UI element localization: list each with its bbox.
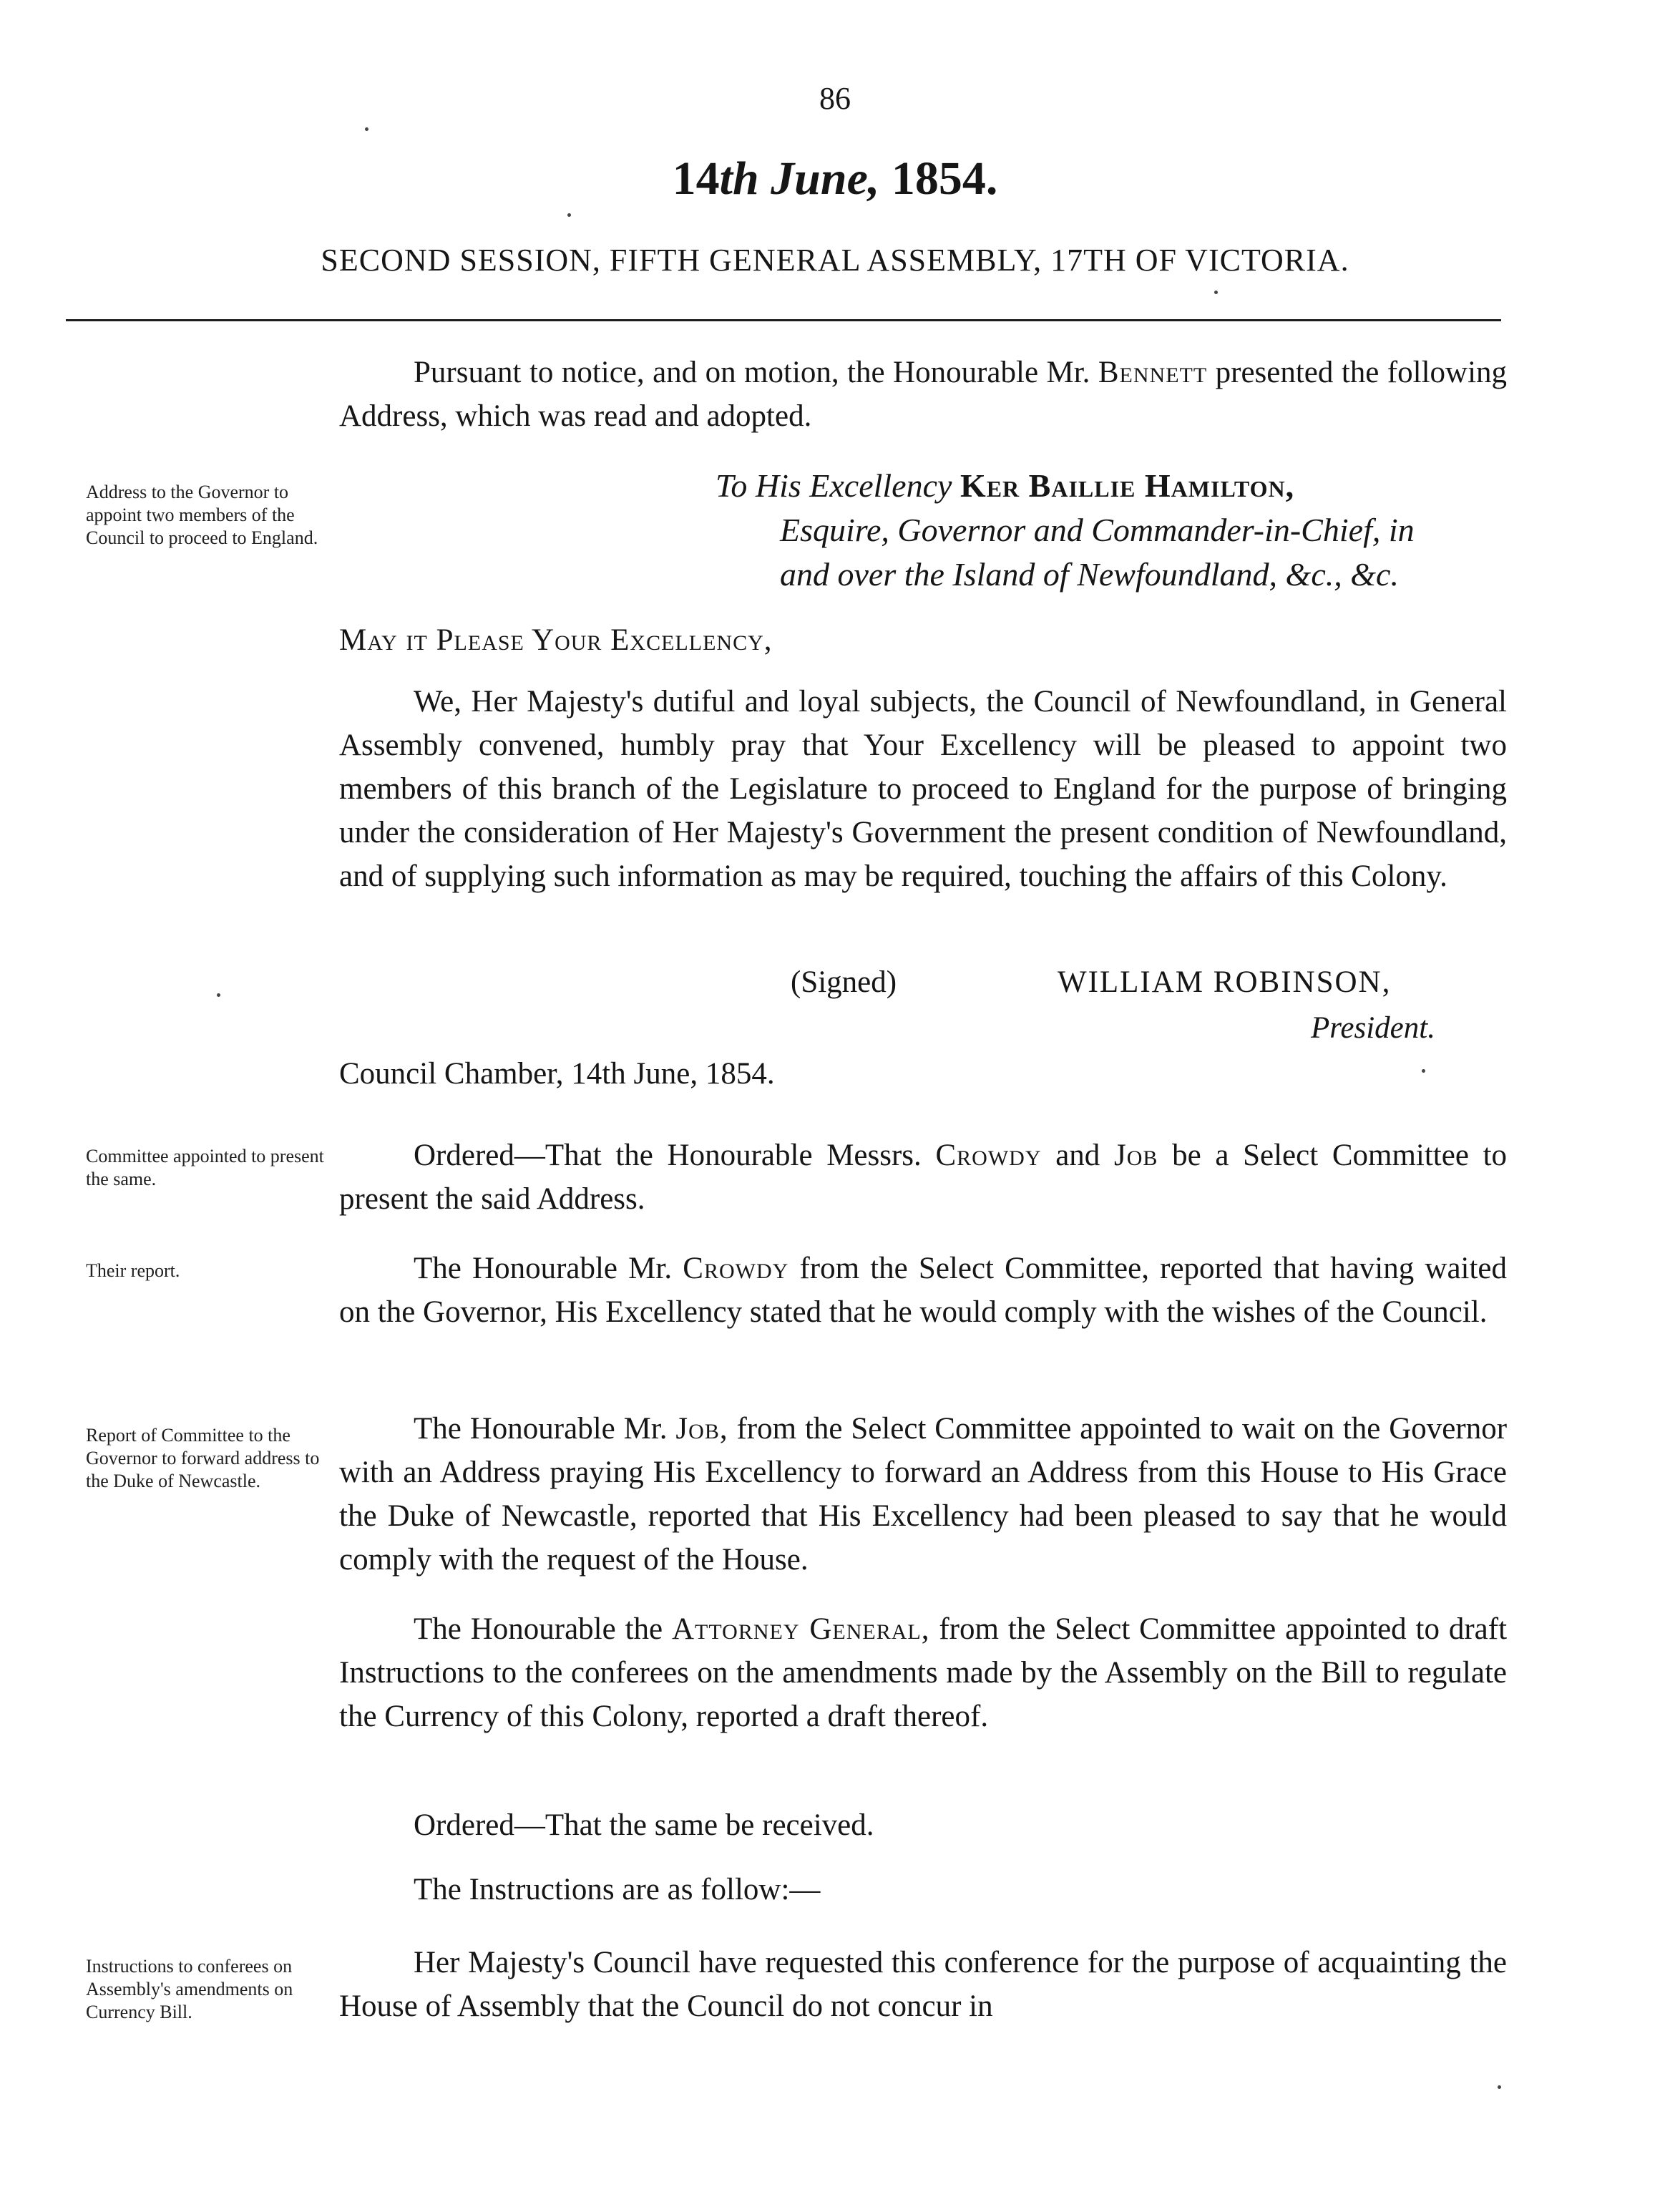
paragraph-job-report xyxy=(339,1407,1507,1582)
p5-name-job: Job, xyxy=(675,1412,728,1446)
place-date: Council Chamber, 14th June, 1854. xyxy=(339,1057,775,1091)
paragraph-instructions-text: Her Majesty's Council have requested this conference for the purpose of acquainting the House of Assembly that the Council do not concur in xyxy=(339,1946,1507,2023)
p3-text-start: Ordered—That the Honourable Messrs. xyxy=(414,1139,922,1172)
print-speck xyxy=(567,213,571,217)
signer-name: WILLIAM ROBINSON, xyxy=(1058,965,1392,999)
header-divider xyxy=(66,319,1501,321)
paragraph-instructions-follow: The Instructions are as follow:— xyxy=(414,1873,821,1906)
page-number: 86 xyxy=(819,81,851,116)
p6-text-end: from the Select Committee appointed to draft Instructions to the conferees on the amendments made by the Assembly on the Bill to regulate the Currency of this Colony, reported a draft thereof. xyxy=(339,1612,1508,1733)
paragraph-ordered-received: Ordered—That the same be received. xyxy=(414,1808,874,1842)
print-speck xyxy=(365,127,368,131)
p1-text-end: presented the following Address, which was read and adopted. xyxy=(339,356,1508,433)
signer-title: President. xyxy=(1311,1011,1435,1045)
p6-name-attorney-general: Attorney General, xyxy=(672,1612,930,1646)
date-suffix: th xyxy=(719,152,759,205)
p5-text-start: The Honourable Mr. xyxy=(414,1412,668,1446)
session-heading: SECOND SESSION, FIFTH GENERAL ASSEMBLY, 17TH OF VICTORIA. xyxy=(321,243,1349,278)
p5-text-end: from the Select Committee appointed to wait on the Governor with an Address praying His Excellency to forward an Address from this House to His Grace the Duke of Newcastle, reported that His Excellency had been pleased to say that he would comply with the request of the House. xyxy=(339,1412,1508,1577)
address-recipient xyxy=(716,464,1510,597)
date-year: 1854. xyxy=(891,152,998,205)
p4-text-start: The Honourable Mr. xyxy=(414,1252,673,1285)
p4-name-crowdy: Crowdy xyxy=(683,1252,789,1285)
print-speck xyxy=(1498,2085,1501,2089)
print-speck xyxy=(1422,1069,1425,1073)
salutation: May it Please Your Excellency, xyxy=(339,623,773,657)
date-month: June, xyxy=(771,152,880,205)
print-speck xyxy=(217,993,220,997)
address-name: Ker Baillie Hamilton, xyxy=(959,467,1295,504)
address-title-1: Esquire, Governor and Commander-in-Chief, in xyxy=(780,512,1415,548)
margin-note-their-report: Their report. xyxy=(86,1260,180,1281)
p4-text-end: from the Select Committee, reported that having waited on the Governor, His Excellency stated that he would comply with the wishes of the Council. xyxy=(339,1252,1508,1329)
date-heading xyxy=(0,152,1670,206)
date-day: 14 xyxy=(672,152,720,205)
p3-and: and xyxy=(1055,1139,1100,1172)
paragraph-bennett-address xyxy=(339,351,1507,438)
print-speck xyxy=(1214,291,1218,294)
paragraph-crowdy-report xyxy=(339,1247,1507,1334)
p1-text-start: Pursuant to notice, and on motion, the Honourable Mr. xyxy=(414,356,1090,389)
p3-name-crowdy: Crowdy xyxy=(935,1139,1042,1172)
margin-note-committee-appointed: Committee appointed to present the same. xyxy=(86,1146,324,1189)
margin-note-instructions: Instructions to conferees on Assembly's amendments on Currency Bill. xyxy=(86,1956,293,2022)
p6-text-start: The Honourable the xyxy=(414,1612,663,1646)
p1-name-bennett: Bennett xyxy=(1098,356,1208,389)
p3-text-end: be a Select Committee to present the said Address. xyxy=(339,1139,1508,1216)
signed-label: (Signed) xyxy=(791,965,897,999)
paragraph-committee-ordered xyxy=(339,1134,1507,1221)
paragraph-petition: We, Her Majesty's dutiful and loyal subjects, the Council of Newfoundland, in General Assembly convened, humbly pray that Your Excellency will be pleased to appoint two members of this branch of the Legislature to proceed to England for the purpose of bringing under the consideration of Her Majesty's Government the present condition of Newfoundland, and of supplying such information as may be required, touching the affairs of this Colony. xyxy=(339,685,1507,893)
address-to: To His Excellency xyxy=(716,467,952,504)
p3-name-job: Job xyxy=(1113,1139,1158,1172)
margin-note-address-to-governor: Address to the Governor to appoint two members of the Council to proceed to England. xyxy=(86,482,318,548)
margin-note-report-forward: Report of Committee to the Governor to forward address to the Duke of Newcastle. xyxy=(86,1425,320,1491)
address-title-2: and over the Island of Newfoundland, &c., &c. xyxy=(780,556,1399,593)
paragraph-attorney-general xyxy=(339,1607,1507,1738)
